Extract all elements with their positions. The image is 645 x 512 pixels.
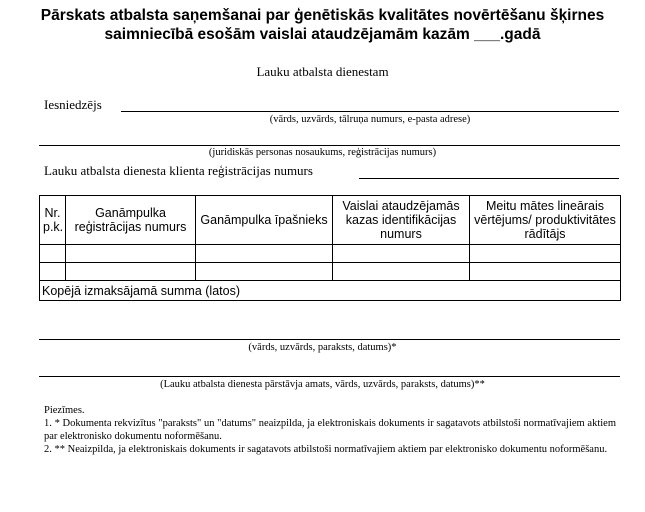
client-reg-label: Lauku atbalsta dienesta klienta reģistrācijas numurs — [44, 163, 313, 178]
table-cell[interactable] — [333, 245, 470, 263]
note-item: 1. * Dokumenta rekvizītus "paraksts" un "datums" neaizpilda, ja elektroniskais dokuments ir sagatavots atbilstoši normatīvajiem aktiem par elektronisko dokumentu noformēšanu. — [44, 418, 616, 442]
notes-heading: Piezīmes. — [44, 405, 85, 416]
goats-table — [39, 195, 621, 301]
submitter-person-caption: (vārds, uzvārds, tālruņa numurs, e-pasta adrese) — [269, 114, 471, 125]
table-cell[interactable] — [470, 245, 621, 263]
signature-line-2[interactable] — [39, 376, 620, 377]
total-row — [40, 281, 621, 301]
col-header-herd-owner: Ganāmpulka īpašnieks — [196, 196, 333, 245]
col-header-number: Nr. p.k. — [40, 196, 66, 245]
table-cell[interactable] — [470, 263, 621, 281]
col-header-goat-id: Vaislai ataudzējamās kazas identifikācijas numurs — [333, 196, 470, 245]
document-title: Pārskats atbalsta saņemšanai par ģenētiskās kvalitātes novērtēšanu šķirnes saimniecībā esošām vaislai ataudzējamām kazām ___.gadā — [40, 7, 605, 43]
table-cell[interactable] — [66, 245, 196, 263]
col-header-herd-reg: Ganāmpulka reģistrācijas numurs — [66, 196, 196, 245]
signature-caption-1: (vārds, uzvārds, paraksts, datums)* — [248, 342, 397, 353]
col-header-evaluation: Meitu mātes lineārais vērtējums/ produktivitātes rādītājs — [470, 196, 621, 245]
table-cell[interactable] — [40, 245, 66, 263]
submitter-label: Iesniedzējs — [44, 97, 102, 112]
table-cell[interactable] — [196, 245, 333, 263]
table-cell[interactable] — [196, 263, 333, 281]
table-cell[interactable] — [333, 263, 470, 281]
table-row — [40, 245, 621, 263]
notes-section — [44, 404, 616, 456]
submitter-input-line[interactable] — [121, 111, 619, 112]
legal-entity-input-line[interactable] — [39, 145, 620, 146]
table-header-row — [40, 196, 621, 245]
signature-caption-2: (Lauku atbalsta dienesta pārstāvja amats, vārds, uzvārds, paraksts, datums)** — [160, 379, 485, 390]
table-cell[interactable] — [40, 263, 66, 281]
table-row — [40, 263, 621, 281]
total-sum-label: Kopējā izmaksājamā summa (latos) — [40, 281, 621, 301]
note-item: 2. ** Neaizpilda, ja elektroniskais dokuments ir sagatavots atbilstoši normatīvajiem aktiem par elektronisko dokumentu noformēšanu. — [44, 444, 608, 455]
table-cell[interactable] — [66, 263, 196, 281]
signature-line-1[interactable] — [39, 339, 620, 340]
legal-entity-caption: (juridiskās personas nosaukums, reģistrācijas numurs) — [208, 147, 437, 158]
recipient-heading: Lauku atbalsta dienestam — [256, 64, 389, 79]
client-reg-input-line[interactable] — [359, 178, 619, 179]
